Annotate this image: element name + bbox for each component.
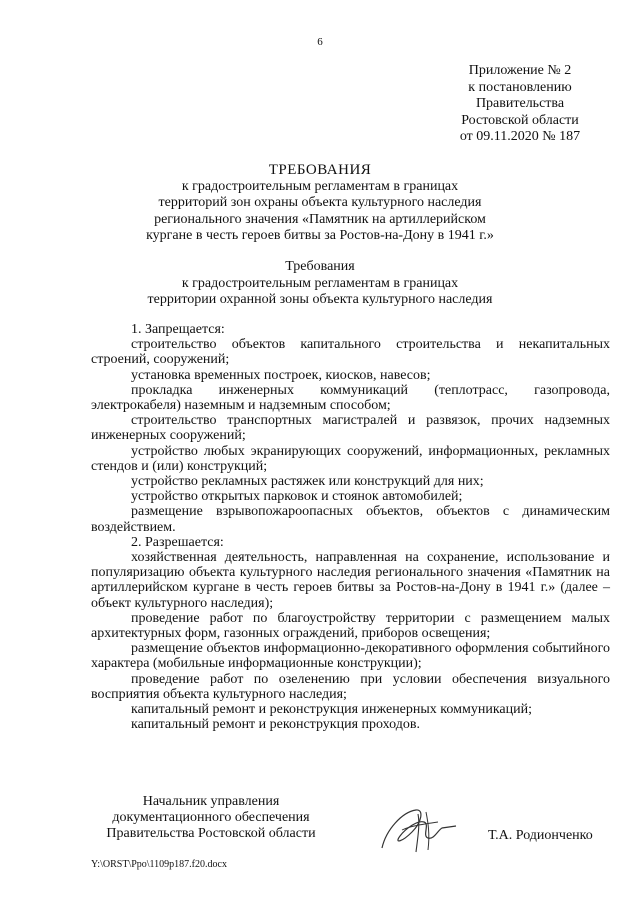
list-item: проведение работ по озеленению при условии обеспечения визуального восприятия объекта культурного наследия;: [91, 671, 610, 702]
title-line: регионального значения «Памятник на артиллерийском: [154, 211, 486, 227]
subtitle-line: территории охранной зоны объекта культурного наследия: [147, 292, 493, 307]
list-item: прокладка инженерных коммуникаций (теплотрасс, газопровода, электрокабеля) наземным и надземным способом;: [91, 382, 610, 414]
appendix-block: [430, 63, 610, 146]
page-number: 6: [317, 36, 323, 48]
document-title: [60, 162, 580, 245]
position-line: Начальник управления: [142, 794, 280, 809]
appendix-line: Правительства: [475, 96, 565, 111]
position-line: документационного обеспечения: [112, 810, 310, 825]
list-item: строительство транспортных магистралей и развязок, прочих надземных инженерных сооружений;: [91, 413, 610, 444]
list-item: установка временных построек, киосков, навесов;: [131, 367, 431, 383]
appendix-line: Ростовской области: [461, 112, 579, 128]
section-heading-prohibited: 1. Запрещается:: [131, 322, 225, 337]
list-item: устройство любых экранирующих сооружений, информационных, рекламных стендов и (или) конструкций;: [91, 443, 610, 474]
list-item: строительство объектов капитального строительства и некапитальных строений, сооружений;: [91, 337, 610, 368]
list-item: размещение объектов информационно-декоративного оформления событийного характера (мобильные информационные конструкции);: [91, 641, 610, 672]
document-body: [91, 322, 610, 732]
title-line: кургане в честь героев битвы за Ростов-на-Дону в 1941 г.»: [146, 228, 494, 243]
list-item: проведение работ по благоустройству территории с размещением малых архитектурных форм, газонных ограждений, приборов освещения;: [91, 610, 610, 642]
document-subtitle: [60, 259, 580, 309]
appendix-line: от 09.11.2020 № 187: [459, 129, 581, 144]
appendix-line: к постановлению: [468, 79, 572, 95]
title-line: к градостроительным регламентам в границах: [181, 178, 459, 194]
position-line: Правительства Ростовской области: [106, 826, 316, 841]
list-item: устройство рекламных растяжек или конструкций для них;: [131, 474, 484, 490]
handwritten-signature: [372, 800, 462, 856]
signatory-position: [91, 794, 331, 842]
file-path: Y:\ORST\Ppo\1109p187.f20.docx: [91, 859, 227, 870]
title-heading: ТРЕБОВАНИЯ: [268, 162, 372, 178]
section-heading-permitted: 2. Разрешается:: [131, 534, 224, 550]
subtitle-line: к градостроительным регламентам в границах: [181, 275, 459, 291]
list-item: устройство открытых парковок и стоянок автомобилей;: [131, 489, 463, 505]
title-line: территорий зон охраны объекта культурного наследия: [158, 195, 482, 210]
appendix-line: Приложение № 2: [468, 63, 572, 78]
list-item: капитальный ремонт и реконструкция проходов.: [131, 717, 420, 733]
signatory-name: Т.А. Родионченко: [488, 828, 593, 843]
list-item: хозяйственная деятельность, направленная на сохранение, использование и популяризацию объекта культурного наследия регионального значения «Памятник на артиллерийском кургане в честь героев битвы за Ростов-на-Дону в 1941 г.» (далее – объект культурного наследия);: [91, 550, 610, 611]
subtitle-heading: Требования: [285, 259, 355, 274]
list-item: размещение взрывопожароопасных объектов, объектов с динамическим воздействием.: [91, 504, 610, 535]
list-item: капитальный ремонт и реконструкция инженерных коммуникаций;: [131, 702, 532, 718]
